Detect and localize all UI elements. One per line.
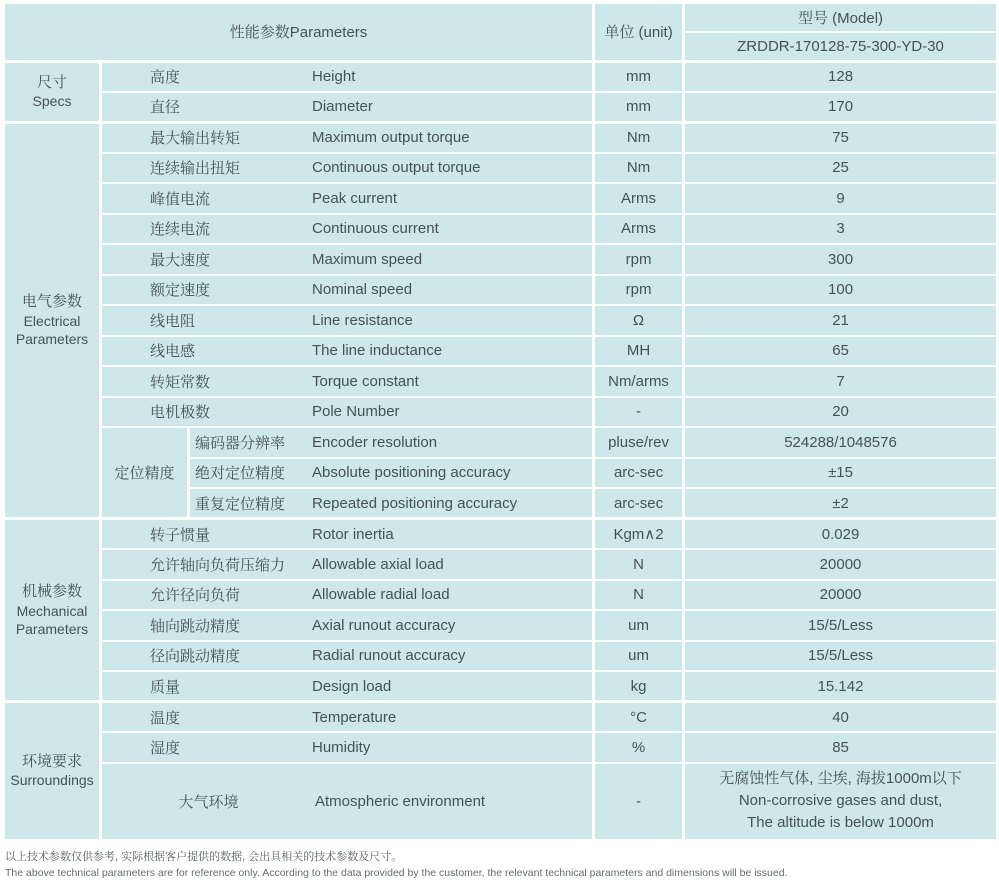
param-en: Absolute positioning accuracy (312, 464, 511, 482)
param-en: Nominal speed (312, 281, 413, 299)
table-header (4, 3, 998, 61)
param-label-cell (101, 397, 594, 428)
param-label-cell (101, 763, 594, 840)
unit-cell: MH (594, 336, 684, 367)
unit-cell: pluse/rev (594, 427, 684, 458)
param-cn: 最大输出转矩 (150, 130, 241, 147)
param-cn: 绝对定位精度 (195, 465, 286, 483)
param-en: Radial runout accuracy (312, 647, 466, 665)
param-label-cell (101, 702, 594, 733)
unit-cell: Arms (594, 214, 684, 245)
group-label-cn: 电气参数 (21, 293, 82, 311)
table-row (4, 671, 998, 702)
table-row (4, 336, 998, 367)
param-cn: 转子惯量 (150, 526, 211, 544)
param-label-cell (101, 61, 594, 92)
param-cn: 线电阻 (150, 312, 196, 330)
group-cell-surroundings (4, 702, 101, 840)
group-label-en: Specs (32, 93, 72, 110)
value-cell: 7 (684, 366, 998, 397)
table-row (4, 641, 998, 672)
unit-cell: mm (594, 61, 684, 92)
value-cell: 0.029 (684, 519, 998, 550)
value-cell: 128 (684, 61, 998, 92)
value-cell: 170 (684, 92, 998, 123)
param-label-cell (189, 488, 594, 519)
header-unit: 单位 (unit) (594, 3, 684, 61)
unit-cell: % (594, 732, 684, 763)
param-cn: 转矩常数 (150, 373, 211, 391)
param-label-cell (101, 732, 594, 763)
unit-cell: um (594, 641, 684, 672)
table-row (4, 732, 998, 763)
footnotes (5, 849, 994, 882)
param-cn: 编码器分辨率 (195, 434, 286, 452)
value-cell: 20 (684, 397, 998, 428)
param-en: Allowable radial load (312, 586, 450, 604)
footnote-english: The above technical parameters are for reference only. According to the data provided by the customer, the relevant technical parameters and dimensions will be issued. (5, 867, 788, 880)
unit-cell: Arms (594, 183, 684, 214)
param-cn: 高度 (150, 69, 181, 86)
group-label-en: Surroundings (10, 772, 94, 789)
param-label-cell (101, 275, 594, 306)
param-label-cell (101, 610, 594, 641)
footnote-chinese: 以上技术参数仅供参考, 实际根据客户提供的数据, 会出具相关的技术参数及尺寸。 (5, 851, 403, 863)
param-label-cell (101, 366, 594, 397)
param-en: The line inductance (312, 342, 443, 360)
value-cell: ±15 (684, 458, 998, 489)
param-cn: 连续输出扭矩 (150, 160, 241, 178)
param-cn: 湿度 (150, 739, 181, 757)
param-en: Repeated positioning accuracy (312, 494, 518, 512)
value-cell: 25 (684, 153, 998, 184)
table-row (4, 61, 998, 92)
param-label-cell (101, 305, 594, 336)
value-cell: 15/5/Less (684, 610, 998, 641)
param-label-cell (101, 641, 594, 672)
param-label-cell (101, 671, 594, 702)
unit-cell: - (594, 763, 684, 840)
value-cell: 65 (684, 336, 998, 367)
table-row (4, 763, 998, 840)
param-label-cell (101, 153, 594, 184)
unit-cell: Kgm∧2 (594, 519, 684, 550)
param-cn: 最大速度 (150, 251, 211, 269)
value-cell: 300 (684, 244, 998, 275)
param-cn: 直径 (150, 99, 181, 116)
header-model-label: 型号 (Model) (684, 3, 998, 32)
group-label-en: Mechanical Parameters (15, 602, 89, 637)
param-cn: 连续电流 (150, 221, 211, 239)
table-row (4, 153, 998, 184)
value-cell: 20000 (684, 580, 998, 611)
param-cn: 大气环境 (178, 793, 239, 811)
table-row (4, 366, 998, 397)
param-en: Peak current (312, 189, 398, 207)
unit-cell: rpm (594, 275, 684, 306)
param-en: Diameter (312, 98, 373, 115)
param-label-cell (101, 519, 594, 550)
unit-cell: arc-sec (594, 458, 684, 489)
param-label-cell (189, 458, 594, 489)
table-row (4, 610, 998, 641)
param-cn: 重复定位精度 (195, 495, 286, 513)
param-en: Rotor inertia (312, 525, 394, 543)
param-cn: 电机极数 (150, 404, 211, 422)
param-en: Continuous output torque (312, 159, 481, 177)
param-cn: 径向跳动精度 (150, 648, 241, 666)
value-line: Non-corrosive gases and dust, (738, 792, 943, 810)
value-cell: 85 (684, 732, 998, 763)
param-label-cell (101, 214, 594, 245)
param-en: Atmospheric environment (315, 792, 486, 810)
param-en: Pole Number (312, 403, 400, 421)
param-cn: 温度 (150, 709, 181, 727)
param-en: Axial runout accuracy (312, 616, 456, 634)
table-row (4, 305, 998, 336)
header-model-value: ZRDDR-170128-75-300-YD-30 (684, 32, 998, 61)
param-en: Line resistance (312, 311, 413, 329)
param-label-cell (101, 183, 594, 214)
table-row (4, 244, 998, 275)
value-cell: 524288/1048576 (684, 427, 998, 458)
table-row (4, 397, 998, 428)
param-en: Continuous current (312, 220, 439, 238)
param-en: Humidity (312, 738, 371, 756)
value-cell: 9 (684, 183, 998, 214)
value-cell: 100 (684, 275, 998, 306)
param-label-cell (101, 92, 594, 123)
group-cell-electrical (4, 122, 101, 519)
table-row (4, 519, 998, 550)
param-label-cell (101, 580, 594, 611)
spec-table (2, 2, 999, 841)
value-cell: 20000 (684, 549, 998, 580)
table-row (4, 92, 998, 123)
unit-cell: N (594, 549, 684, 580)
unit-cell: Ω (594, 305, 684, 336)
table-row (4, 549, 998, 580)
value-cell: 15.142 (684, 671, 998, 702)
table-row (4, 122, 998, 153)
param-cn: 峰值电流 (150, 190, 211, 208)
group-label-en: Electrical Parameters (15, 312, 89, 347)
unit-cell: arc-sec (594, 488, 684, 519)
unit-cell: mm (594, 92, 684, 123)
value-cell: 75 (684, 122, 998, 153)
unit-cell: N (594, 580, 684, 611)
unit-cell: kg (594, 671, 684, 702)
table-row (4, 427, 998, 458)
unit-cell: °C (594, 702, 684, 733)
param-cn: 允许轴向负荷压缩力 (150, 556, 286, 574)
group-label-cn: 尺寸 (36, 73, 67, 91)
param-cn: 线电感 (150, 343, 196, 361)
value-cell: 40 (684, 702, 998, 733)
param-label-cell (101, 122, 594, 153)
param-label-cell (101, 549, 594, 580)
param-cn: 质量 (150, 678, 181, 696)
header-parameters: 性能参数Parameters (4, 3, 594, 61)
table-row (4, 183, 998, 214)
param-en: Design load (312, 677, 392, 695)
group-cell-mechanical (4, 519, 101, 702)
param-label-cell (101, 244, 594, 275)
unit-cell: - (594, 397, 684, 428)
param-en: Torque constant (312, 372, 419, 390)
unit-cell: rpm (594, 244, 684, 275)
param-cn: 允许径向负荷 (150, 587, 241, 605)
subgroup-positioning-accuracy: 定位精度 (101, 427, 189, 519)
table-row (4, 275, 998, 306)
param-cn: 额定速度 (150, 282, 211, 300)
unit-cell: Nm/arms (594, 366, 684, 397)
param-en: Temperature (312, 708, 397, 726)
value-cell: 15/5/Less (684, 641, 998, 672)
unit-cell: Nm (594, 153, 684, 184)
table-row (4, 580, 998, 611)
header-row-1 (4, 3, 998, 32)
value-cell: 21 (684, 305, 998, 336)
table-row (4, 702, 998, 733)
param-en: Encoder resolution (312, 433, 438, 451)
value-cell: ±2 (684, 488, 998, 519)
param-label-cell (101, 336, 594, 367)
group-label-cn: 机械参数 (21, 583, 82, 601)
table-row (4, 214, 998, 245)
param-cn: 轴向跳动精度 (150, 617, 241, 635)
unit-cell: Nm (594, 122, 684, 153)
value-cell: 3 (684, 214, 998, 245)
value-line: The altitude is below 1000m (747, 813, 934, 831)
value-line: 无腐蚀性气体, 尘埃, 海拔1000m以下 (719, 770, 962, 788)
param-en: Maximum output torque (312, 129, 470, 146)
value-cell (684, 763, 998, 840)
param-label-cell (189, 427, 594, 458)
unit-cell: um (594, 610, 684, 641)
group-label-cn: 环境要求 (21, 752, 82, 770)
param-en: Allowable axial load (312, 555, 444, 573)
param-en: Height (312, 68, 356, 85)
group-cell-specs (4, 61, 101, 122)
param-en: Maximum speed (312, 250, 423, 268)
